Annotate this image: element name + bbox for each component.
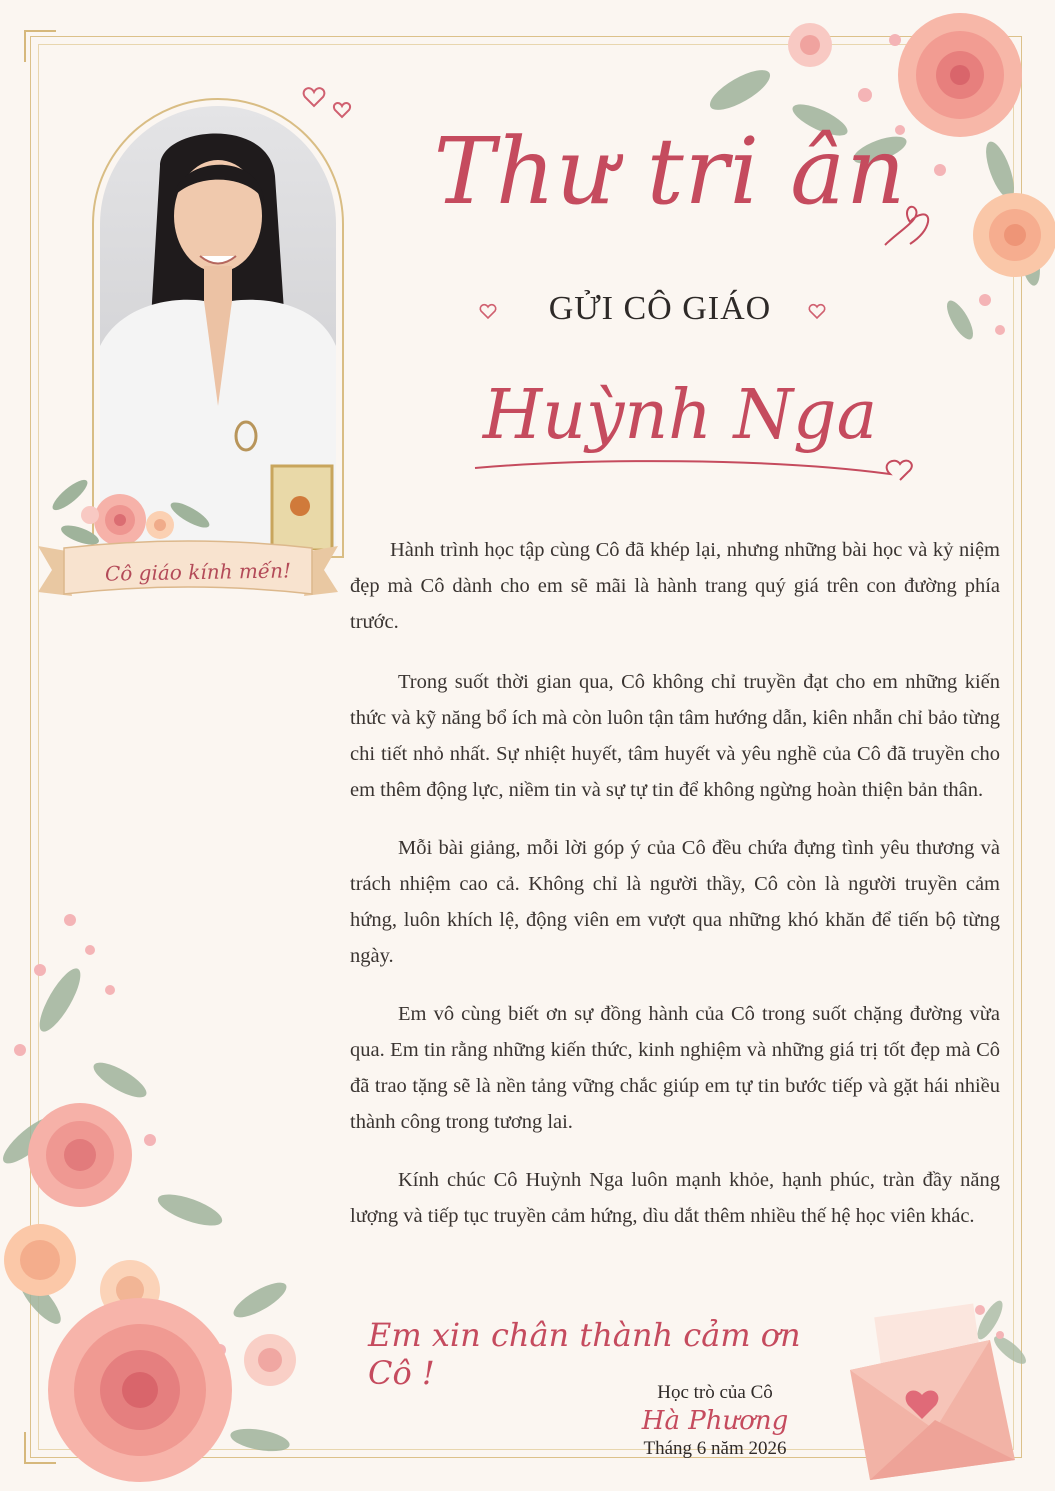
thanks-line: Em xin chân thành cảm ơn Cô ! — [368, 1316, 801, 1392]
frame-corner-ornament — [24, 30, 56, 62]
heart-icon — [300, 76, 360, 126]
signature-block — [610, 1382, 820, 1460]
ribbon-caption: Cô giáo kính mến! — [104, 558, 292, 586]
paragraph: Kính chúc Cô Huỳnh Nga luôn mạnh khỏe, hạnh phúc, tràn đầy năng lượng và tiếp tục truyền cảm hứng, dìu dắt thêm nhiều thế hệ học viên khác. — [350, 1169, 1000, 1227]
paragraph: Trong suốt thời gian qua, Cô không chỉ truyền đạt cho em những kiến thức và kỹ năng bổ ích mà còn luôn tận tâm hướng dẫn, kiên nhẫn chỉ bảo từng chi tiết nhỏ nhất. Sự nhiệt huyết, tâm huyết và yêu nghề của Cô đã truyền cho em thêm động lực, niềm tin và sự tự tin để không ngừng hoàn thiện bản thân. — [350, 671, 1000, 801]
envelope-icon — [840, 1290, 1030, 1490]
letter-date: Tháng 6 năm 2026 — [643, 1438, 787, 1459]
signoff-line: Học trò của Cô — [657, 1382, 773, 1403]
rose-flower-icon — [0, 880, 330, 1491]
letter-title: Thư tri ân — [433, 118, 907, 225]
paragraph: Em vô cùng biết ơn sự đồng hành của Cô trong suốt chặng đường vừa qua. Em tin rằng những kiến thức, kinh nghiệm và những giá trị tốt đẹp mà Cô đã trao tặng sẽ là nền tảng vững chắc giúp em tự tin bước tiếp và gặt hái nhiều thành công trong tương lai. — [350, 1003, 1000, 1133]
teacher-name: Huỳnh Nga — [482, 376, 878, 455]
letter-body — [350, 532, 1000, 1256]
signature: Hà Phương — [641, 1406, 789, 1436]
paragraph: Hành trình học tập cùng Cô đã khép lại, nhưng những bài học và kỷ niệm đẹp mà Cô dành cho em sẽ mãi là hành trang quý giá trên con đường phía trước. — [350, 539, 1000, 633]
paragraph: Mỗi bài giảng, mỗi lời góp ý của Cô đều chứa đựng tình yêu thương và trách nhiệm cao cả. Không chỉ là người thầy, Cô còn là người truyền cảm hứng, luôn khích lệ, động viên em vượt qua những khó khăn để tiến bộ từng ngày. — [350, 837, 1000, 967]
letter-subtitle: GỬI CÔ GIÁO — [548, 290, 772, 327]
